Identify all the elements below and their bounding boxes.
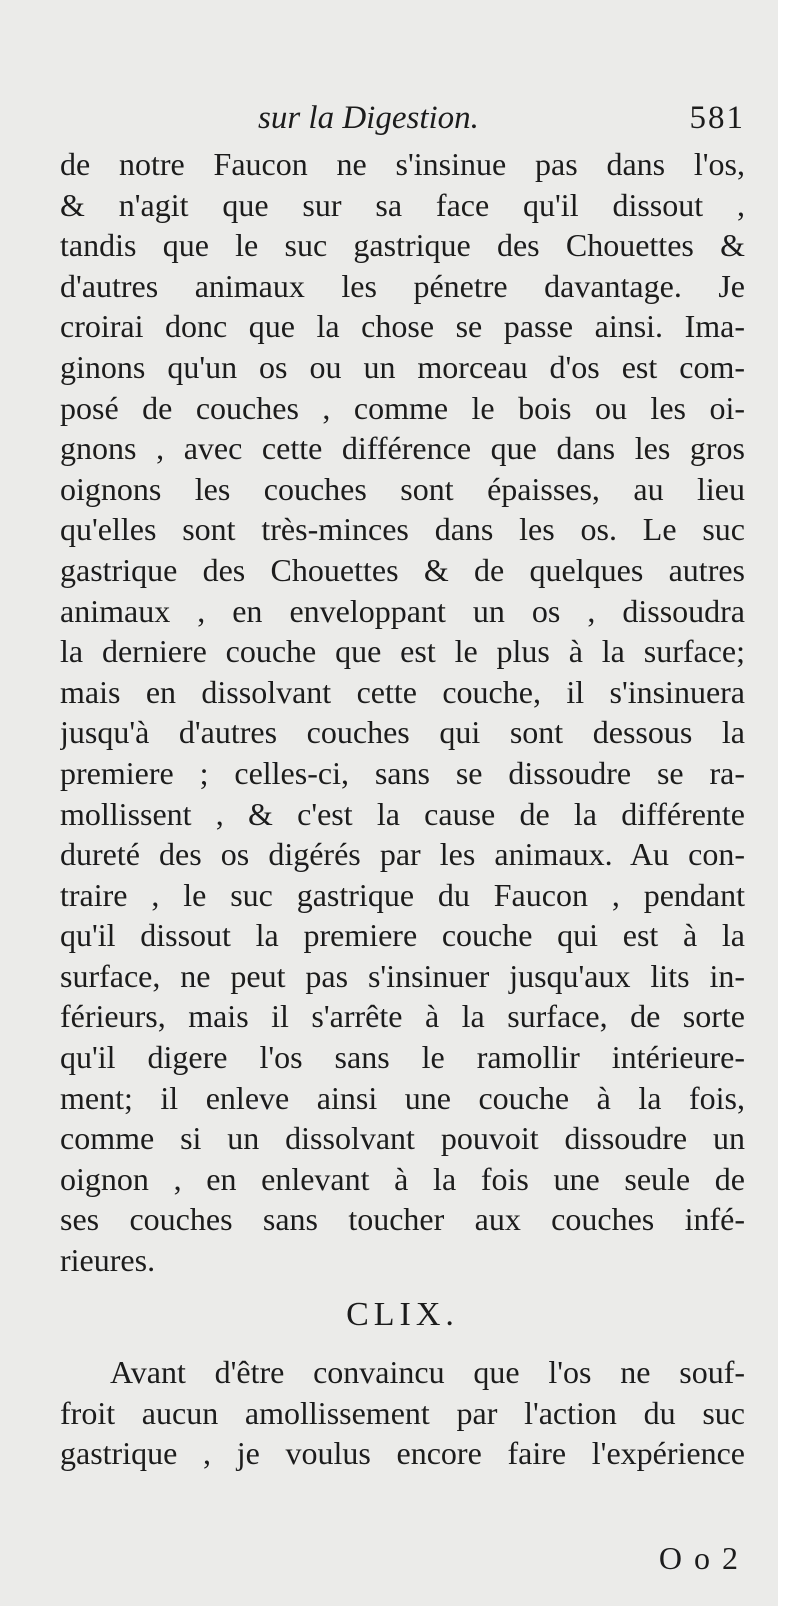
text-line: animaux , en enveloppant un os , dissoudra — [60, 592, 745, 629]
text-line: ses couches sans toucher aux couches infé- — [60, 1201, 745, 1238]
text-line: posé de couches , comme le bois ou les oi- — [60, 389, 745, 426]
page-header — [60, 100, 745, 144]
text-line: rieures. — [60, 1242, 156, 1279]
text-line: & n'agit que sur sa face qu'il dissout , — [60, 186, 745, 223]
second-paragraph — [60, 1352, 745, 1474]
text-line: tandis que le suc gastrique des Chouettes & — [60, 227, 745, 264]
text-line: Avant d'être convaincu que l'os ne souf- — [110, 1354, 745, 1390]
text-line: d'autres animaux les pénetre davantage. Je — [60, 267, 745, 304]
text-line: surface, ne peut pas s'insinuer jusqu'aux lits in- — [60, 957, 745, 994]
body-paragraph — [60, 144, 745, 1281]
text-line: froit aucun amollissement par l'action du suc — [60, 1394, 745, 1431]
text-line: comme si un dissolvant pouvoit dissoudre un — [60, 1120, 745, 1157]
text-line: dureté des os digérés par les animaux. Au con- — [60, 836, 745, 873]
text-line: ment; il enleve ainsi une couche à la fois, — [60, 1079, 745, 1116]
text-line: ginons qu'un os ou un morceau d'os est com- — [60, 348, 745, 385]
text-line: qu'il dissout la premiere couche qui est à la — [60, 917, 745, 954]
text-line: gastrique des Chouettes & de quelques autres — [60, 551, 745, 588]
signature-mark: O o 2 — [658, 1540, 740, 1576]
page-number: 581 — [689, 100, 745, 136]
text-line: qu'il digere l'os sans le ramollir intérieure- — [60, 1039, 745, 1076]
section-heading: CLIX. — [346, 1296, 459, 1333]
text-line: gastrique , je voulus encore faire l'expérience — [60, 1435, 745, 1472]
text-line: mais en dissolvant cette couche, il s'insinuera — [60, 673, 745, 710]
text-line: croirai donc que la chose se passe ainsi. Ima- — [60, 308, 745, 345]
text-line: oignon , en enlevant à la fois une seule de — [60, 1160, 745, 1197]
text-line: mollissent , & c'est la cause de la différente — [60, 795, 745, 832]
text-line: jusqu'à d'autres couches qui sont dessous la — [60, 714, 745, 751]
text-line: la derniere couche que est le plus à la surface; — [60, 633, 745, 670]
text-line: de notre Faucon ne s'insinue pas dans l'os, — [60, 146, 745, 182]
running-title: sur la Digestion. — [258, 100, 479, 136]
text-line: férieurs, mais il s'arrête à la surface, de sorte — [60, 998, 745, 1035]
text-line: oignons les couches sont épaisses, au lieu — [60, 470, 745, 507]
text-line: gnons , avec cette différence que dans les gros — [60, 430, 745, 467]
text-line: premiere ; celles-ci, sans se dissoudre se ra- — [60, 754, 745, 791]
text-line: traire , le suc gastrique du Faucon , pendant — [60, 876, 745, 913]
page-margin — [778, 0, 800, 1606]
text-line: qu'elles sont très-minces dans les os. Le suc — [60, 511, 745, 548]
